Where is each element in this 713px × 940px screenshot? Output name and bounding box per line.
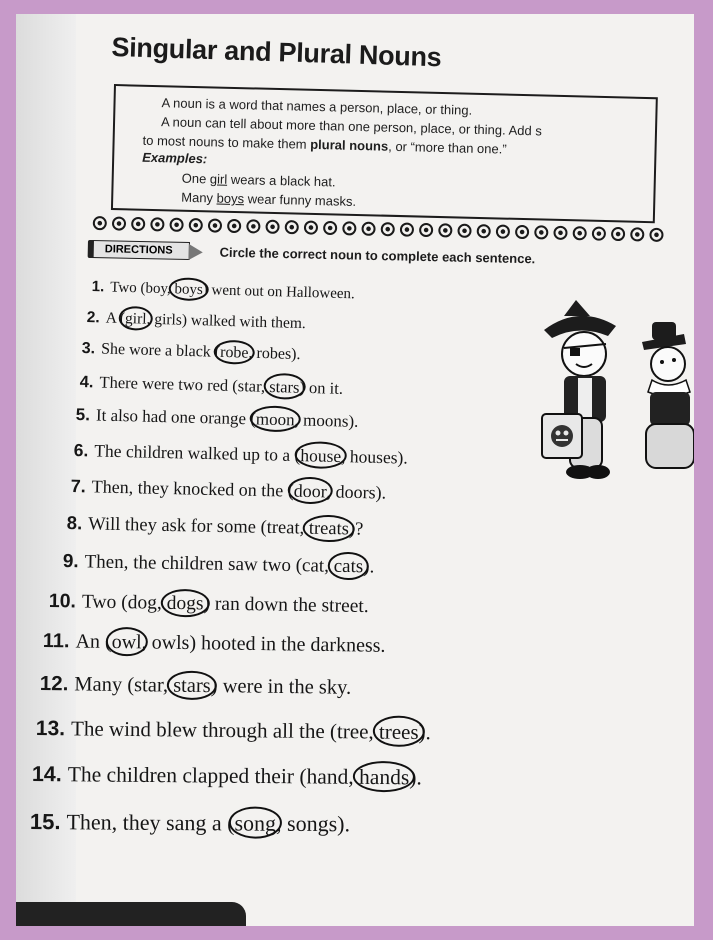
question-number: 13. <box>35 716 66 741</box>
question-number: 8. <box>66 512 83 534</box>
circled-answer[interactable]: treats <box>309 519 349 540</box>
answer-option[interactable]: houses <box>349 446 398 468</box>
question-text: It also had one orange (moon , moons). <box>95 405 359 431</box>
example-2: Many boys wear funny masks. <box>181 189 357 209</box>
question-text: Two (dog, dogs ) ran down the street. <box>82 592 369 618</box>
directions-text: Circle the correct noun to complete each sentence. <box>219 244 536 267</box>
answer-circle <box>250 405 301 432</box>
answer-circle <box>167 671 217 701</box>
question-number: 4. <box>79 372 94 392</box>
answer-option[interactable]: star <box>133 674 164 697</box>
circled-answer[interactable]: owl <box>111 631 141 653</box>
example-1: One girl wears a black hat. <box>181 170 336 190</box>
page-title: Singular and Plural Nouns <box>111 32 442 73</box>
circled-answer[interactable]: robe <box>220 344 249 362</box>
question-number: 14. <box>31 762 62 787</box>
answer-circle <box>327 552 369 581</box>
question-text: An (owl , owls) hooted in the darkness. <box>75 630 385 656</box>
circled-answer[interactable]: house <box>300 445 341 466</box>
circled-answer[interactable]: hands <box>359 765 409 789</box>
question-text: The children walked up to a (house , houses). <box>94 440 408 468</box>
pencil-tag-icon <box>88 240 94 258</box>
answer-option[interactable]: hand <box>306 764 349 789</box>
circled-answer[interactable]: stars <box>173 675 211 697</box>
answer-circle <box>105 627 147 657</box>
halloween-kids-illustration <box>534 296 694 496</box>
circled-answer[interactable]: dogs <box>167 593 204 615</box>
circled-answer[interactable]: stars <box>269 377 300 397</box>
question-item <box>76 405 359 432</box>
answer-option[interactable]: moons <box>302 410 349 431</box>
answer-circle <box>228 806 282 838</box>
rule-line-1: A noun is a word that names a person, place, or thing. <box>161 95 473 118</box>
answer-option[interactable]: robes <box>256 344 292 363</box>
question-item <box>63 551 375 578</box>
answer-option[interactable]: star <box>237 376 262 396</box>
answer-option[interactable]: doors <box>335 481 376 503</box>
question-text: Many (star, stars ) were in the sky. <box>74 673 351 698</box>
answer-option[interactable]: tree <box>336 719 369 744</box>
answer-option[interactable]: songs <box>286 810 338 837</box>
question-number: 10. <box>48 590 77 613</box>
answer-circle <box>294 441 347 469</box>
answer-circle <box>119 306 153 331</box>
directions-row <box>92 240 536 268</box>
footer-band <box>16 902 246 926</box>
question-item <box>43 630 386 658</box>
question-number: 7. <box>70 476 87 497</box>
question-text: She wore a black (robe , robes). <box>100 340 301 364</box>
circled-answer[interactable]: girl <box>125 310 147 328</box>
answer-circle <box>303 515 356 543</box>
question-number: 3. <box>81 340 96 358</box>
answer-circle <box>353 761 415 793</box>
question-text: A (girl , girls) walked with them. <box>105 310 306 333</box>
answer-option[interactable]: boy <box>145 280 168 298</box>
answer-circle <box>287 477 333 505</box>
question-item <box>81 340 300 364</box>
question-item <box>74 440 408 469</box>
page-fold-shadow <box>16 14 76 926</box>
question-text: Then, the children saw two (cat, cats ). <box>84 551 374 577</box>
answer-circle <box>160 589 209 618</box>
answer-circle <box>168 277 209 301</box>
circled-answer[interactable]: boys <box>174 281 203 298</box>
question-number: 1. <box>91 278 105 296</box>
question-number: 6. <box>73 440 89 461</box>
question-text: The wind blew through all the (tree, trees ). <box>71 716 431 744</box>
question-item <box>91 278 355 303</box>
question-text: Will they ask for some (treat, treats )? <box>88 514 363 539</box>
rule-box <box>111 84 658 223</box>
worksheet-page <box>16 14 694 926</box>
question-item <box>40 672 352 700</box>
question-item <box>86 309 306 333</box>
answer-option[interactable]: treat <box>266 517 300 539</box>
examples-label: Examples: <box>142 149 208 167</box>
question-text: Two (boy, boys ) went out on Halloween. <box>110 280 355 303</box>
question-number: 5. <box>75 405 91 425</box>
question-text: Then, they sang a (song , songs). <box>66 809 350 836</box>
question-number: 12. <box>39 672 69 696</box>
question-item <box>36 716 431 745</box>
question-item <box>32 762 422 790</box>
answer-circle <box>214 340 255 365</box>
circled-answer[interactable]: trees <box>379 720 419 744</box>
question-text: Then, they knocked on the (door , doors). <box>91 476 387 503</box>
circled-answer[interactable]: cats <box>333 556 363 578</box>
question-item <box>79 372 343 399</box>
question-number: 15. <box>29 809 61 835</box>
answer-option[interactable]: owls <box>151 631 190 655</box>
directions-tag: DIRECTIONS <box>92 240 190 260</box>
question-item <box>67 512 364 541</box>
question-number: 9. <box>62 551 79 573</box>
circled-answer[interactable]: door <box>293 481 326 502</box>
question-text: There were two red (star, stars ) on it. <box>99 373 343 398</box>
answer-option[interactable]: girls <box>154 310 183 329</box>
question-text: The children clapped their (hand, hands ). <box>68 762 422 789</box>
question-number: 2. <box>86 309 100 327</box>
question-item <box>71 476 387 504</box>
circled-answer[interactable]: song <box>234 810 276 835</box>
answer-circle <box>373 716 425 748</box>
circled-answer[interactable]: moon <box>256 409 295 429</box>
question-item <box>30 809 350 837</box>
question-number: 11. <box>42 630 70 653</box>
rule-line-3: to most nouns to make them plural nouns, or “more than one.” <box>142 132 507 157</box>
answer-option[interactable]: dog <box>127 592 158 614</box>
rule-line-2: A noun can tell about more than one person, place, or thing. Add s <box>160 114 543 139</box>
question-item <box>49 590 369 618</box>
answer-option[interactable]: cat <box>301 555 325 577</box>
answer-circle <box>263 373 306 400</box>
